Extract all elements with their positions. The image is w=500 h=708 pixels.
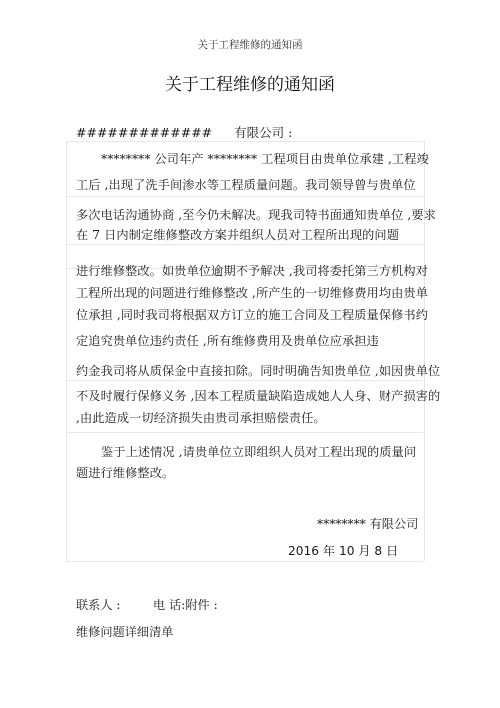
- page-header: 关于工程维修的通知函: [197, 39, 303, 51]
- frame-rule: [66, 432, 423, 433]
- frame-rule: [66, 244, 423, 245]
- body-line: 进行维修整改。如贵单位逾期不予解决 ,我司将委托第三方机构对: [76, 264, 428, 278]
- body-line: 多次电话沟通协商 ,至今仍未解决。现我司特书面通知贵单位 ,要求: [76, 208, 436, 222]
- body-line: ,由此造成一切经济损失由贵司承担赔偿责任。: [76, 411, 326, 425]
- body-line: ******** 公司年产 ******** 工程项目由贵单位承建 ,工程竣: [101, 152, 429, 166]
- addressee-company: 有限公司 :: [234, 125, 293, 140]
- body-line: 题进行维修整改。: [76, 466, 175, 480]
- body-line: 定追究贵单位违约责任 ,所有维修费用及贵单位应承担违: [76, 334, 379, 348]
- body-line: 位承担 ,同时我司将根据双方订立的施工合同及工程质量保修书约: [76, 308, 428, 322]
- signature-company: ******** 有限公司: [317, 517, 419, 531]
- body-line: 鉴于上述情况 ,请贵单位立即组织人员对工程出现的质量问: [101, 445, 417, 459]
- body-line: 不及时履行保修义务 ,因本工程质量缺陷造成她人人身、财产损害的: [76, 389, 441, 403]
- frame-rule: [66, 561, 423, 562]
- contact-label: 联系人 :: [76, 598, 121, 612]
- frame-rule: [66, 380, 423, 381]
- body-line: 工后 ,出现了洗手间渗水等工程质量问题。我司领导曾与贵单位: [76, 178, 416, 192]
- signature-date: 2016 年 10 月 8 日: [288, 544, 399, 558]
- addressee-hashes: #############: [76, 125, 213, 140]
- body-line: 工程所出现的问题进行维修整改 ,所产生的一切维修费用均由贵单: [76, 286, 428, 300]
- document-title: 关于工程维修的通知函: [165, 75, 335, 95]
- frame-rule: [66, 141, 423, 142]
- body-line: 约金我司将从质保金中直接扣除。同时明确告知贵单位 ,如因贵单位: [76, 364, 441, 378]
- phone-attachment-label: 电 话:附件 :: [153, 598, 218, 612]
- letter-body-frame: [66, 141, 425, 561]
- body-line: 在 7 日内制定维修整改方案并组织人员对工程所出现的问题: [76, 228, 399, 242]
- addressee-line: [76, 123, 292, 141]
- attachment-title: 维修问题详细清单: [76, 625, 174, 639]
- frame-rule: [66, 196, 423, 197]
